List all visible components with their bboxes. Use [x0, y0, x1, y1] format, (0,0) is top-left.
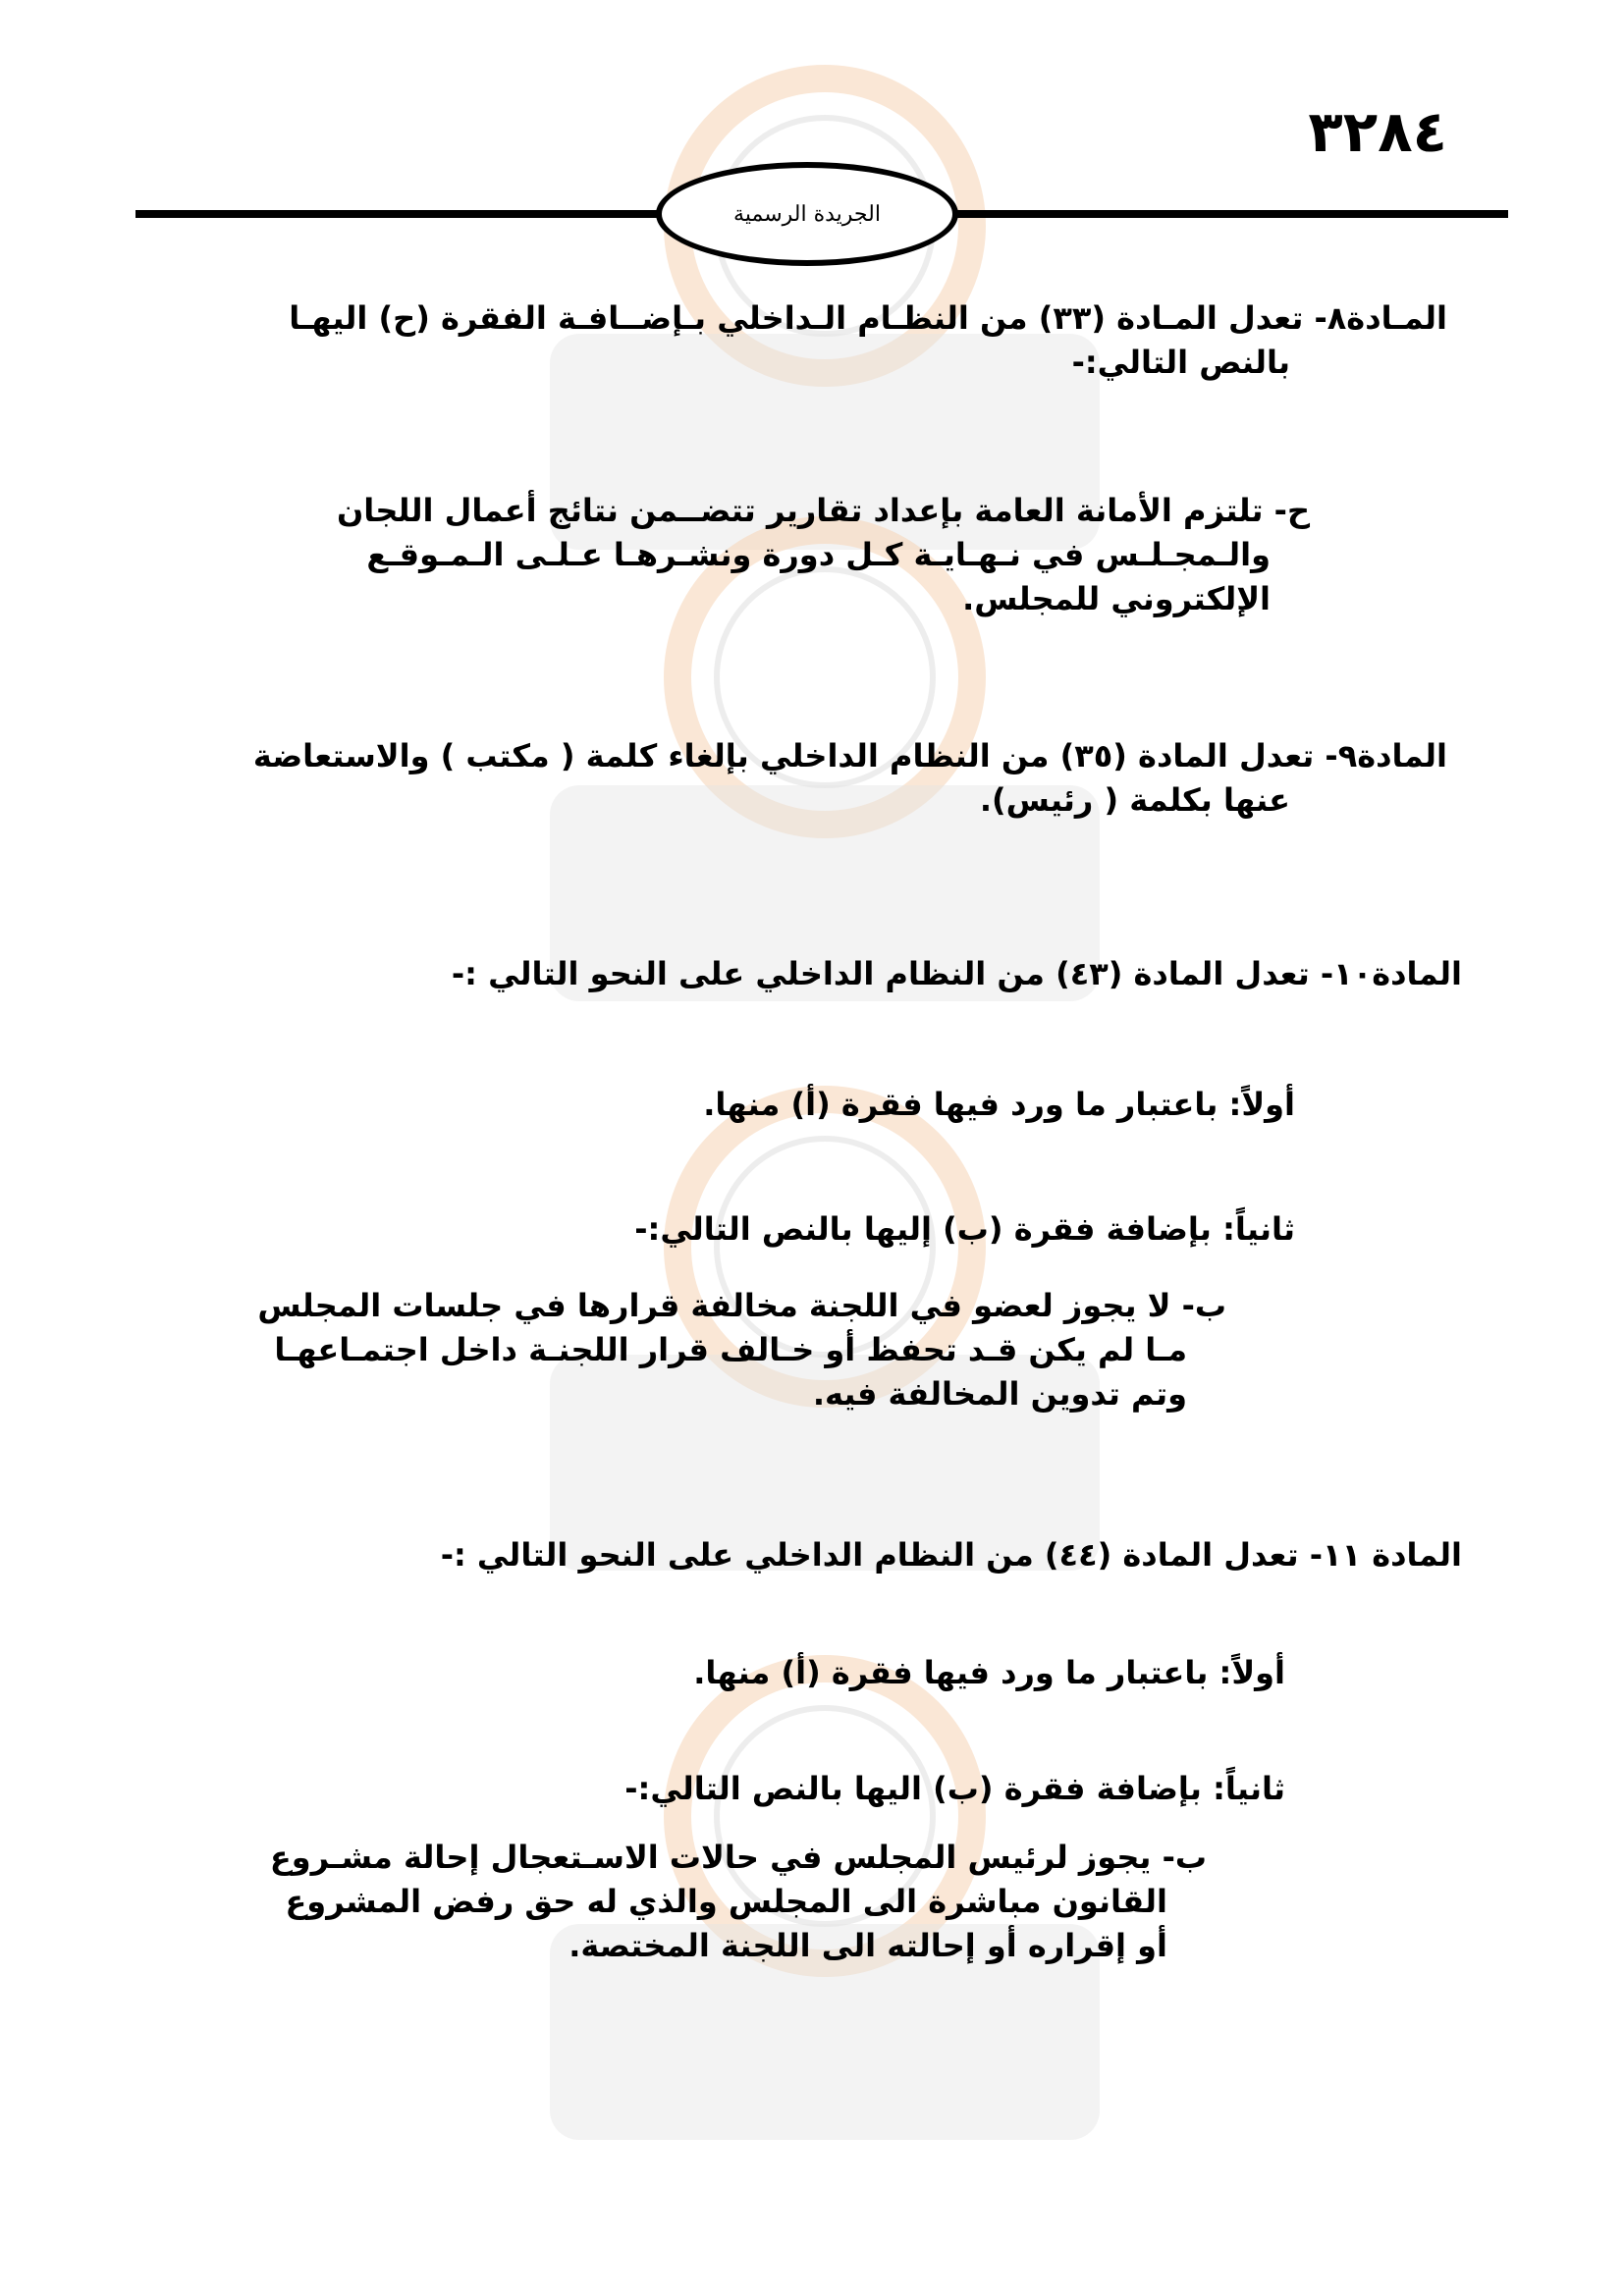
article-11 [382, 1533, 1462, 1577]
text-line: ثانياً: بإضافة فقرة (ب) اليها بالنص التالي:- [624, 1770, 1285, 1807]
text-line: المـادة٨- تعدل المـادة (٣٣) من النظـام الـداخلي بـإضــافـة الفقرة (ح) اليهـا [289, 299, 1447, 337]
text-line: ب- يجوز لرئيس المجلس في حالات الاسـتعجال إحالة مشـروع [269, 1839, 1207, 1876]
text-line: القانون مباشرة الى المجلس والذي له حق رفض المشروع [285, 1883, 1167, 1920]
article-10-first [608, 1083, 1295, 1127]
text-line: والـمجـلـس في نـهـايـة كـل دورة ونشـرهـا عـلـى الـمـوقـع [366, 536, 1271, 573]
text-line: وتم تدوين المخالفة فيه. [812, 1375, 1187, 1413]
article-11-first [598, 1651, 1285, 1695]
article-10 [382, 952, 1462, 996]
text-line: أولاً: باعتبار ما ورد فيها فقرة (أ) منها. [693, 1654, 1285, 1691]
paragraph-ha [220, 489, 1310, 621]
text-line: المادة ١١- تعدل المادة (٤٤) من النظام الداخلي على النحو التالي :- [440, 1536, 1462, 1574]
article-10-second [510, 1207, 1295, 1252]
text-line: ثانياً: بإضافة فقرة (ب) إليها بالنص التالي:- [634, 1210, 1295, 1248]
article-9 [181, 734, 1447, 823]
text-line: المادة٩- تعدل المادة (٣٥) من النظام الداخلي بإلغاء كلمة ( مكتب ) والاستعاضة [252, 737, 1447, 774]
paragraph-ba-11 [215, 1836, 1207, 1968]
page-number: ٣٢٨٤ [1308, 98, 1447, 165]
text-line: المادة١٠- تعدل المادة (٤٣) من النظام الداخلي على النحو التالي :- [451, 955, 1462, 992]
article-8 [181, 296, 1447, 385]
text-line: أو إقراره أو إحالته الى اللجنة المختصة. [568, 1927, 1167, 1964]
text-line: أولاً: باعتبار ما ورد فيها فقرة (أ) منها. [703, 1086, 1295, 1123]
text-line: مـا لم يكن قـد تحفظ أو خـالف قرار اللجنـة داخل اجتمـاعهـا [274, 1331, 1187, 1368]
gazette-title-oval [656, 162, 958, 266]
text-line: ح- تلتزم الأمانة العامة بإعداد تقارير تتضــمن نتائج أعمال اللجان [336, 492, 1310, 529]
text-line: بالنص التالي:- [1071, 344, 1290, 381]
text-line: عنها بكلمة ( رئيس). [979, 781, 1290, 819]
paragraph-ba-10 [205, 1284, 1226, 1416]
text-line: الإلكتروني للمجلس. [962, 580, 1271, 617]
gazette-title: الجريدة الرسمية [733, 201, 881, 227]
text-line: ب- لا يجوز لعضو في اللجنة مخالفة قرارها في جلسات المجلس [257, 1287, 1226, 1324]
article-11-second [500, 1767, 1285, 1811]
